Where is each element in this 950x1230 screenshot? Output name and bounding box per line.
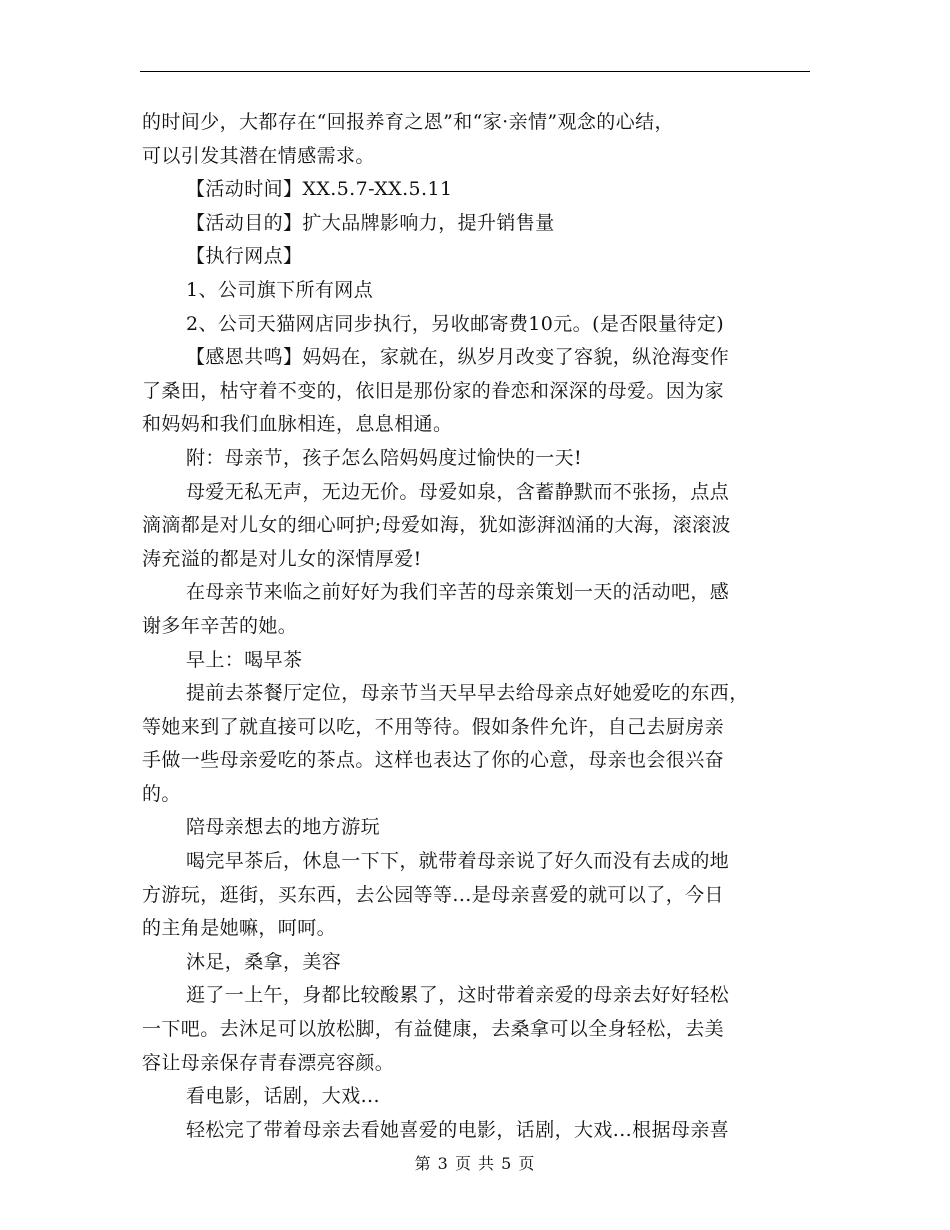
- text-line: 逛了一上午，身都比较酸累了，这时带着亲爱的母亲去好好轻松: [186, 984, 730, 1007]
- text-line: 附：母亲节，孩子怎么陪妈妈度过愉快的一天!: [186, 446, 583, 469]
- text-line: 轻松完了带着母亲去看她喜爱的电影，话剧，大戏...根据母亲喜: [186, 1118, 730, 1141]
- text-line: 和妈妈和我们血脉相连，息息相通。: [142, 413, 453, 436]
- text-line: 【活动目的】扩大品牌影响力，提升销售量: [186, 211, 555, 234]
- text-line: 的时间少，大都存在“回报养育之恩”和“家·亲情”观念的心结，: [142, 111, 674, 133]
- text-line: 了桑田，枯守着不变的，依旧是那份家的眷恋和深深的母爱。因为家: [142, 379, 725, 402]
- header-rule: [140, 71, 810, 72]
- text-line: 2、公司天猫网店同步执行，另收邮寄费10元。(是否限量待定): [186, 312, 725, 335]
- text-line: 手做一些母亲爱吃的茶点。这样也表达了你的心意，母亲也会很兴奋: [142, 749, 725, 772]
- text-line: 涛充溢的都是对儿女的深情厚爱!: [142, 547, 422, 570]
- document-body: [142, 106, 810, 1147]
- text-line: 母爱无私无声，无边无价。母爱如泉，含蓄静默而不张扬，点点: [186, 480, 730, 503]
- text-line: 沐足，桑拿，美容: [186, 950, 342, 973]
- text-line: 的主角是她嘛，呵呵。: [142, 917, 337, 940]
- text-line: 提前去茶餐厅定位，母亲节当天早早去给母亲点好她爱吃的东西，: [186, 682, 749, 705]
- text-line: 一下吧。去沐足可以放松脚，有益健康，去桑拿可以全身轻松，去美: [142, 1018, 725, 1041]
- text-line: 谢多年辛苦的她。: [142, 614, 298, 637]
- text-line: 【活动时间】XX.5.7-XX.5.11: [186, 178, 453, 201]
- text-line: 喝完早茶后，休息一下下，就带着母亲说了好久而没有去成的地: [186, 850, 730, 873]
- text-line: 等她来到了就直接可以吃，不用等待。假如条件允许，自己去厨房亲: [142, 715, 725, 738]
- text-line: 在母亲节来临之前好好为我们辛苦的母亲策划一天的活动吧，感: [186, 581, 730, 604]
- text-line: 【感恩共鸣】妈妈在，家就在，纵岁月改变了容貌，纵沧海变作: [186, 346, 730, 369]
- text-line: 陪母亲想去的地方游玩: [186, 816, 381, 839]
- text-line: 容让母亲保存青春漂亮容颜。: [142, 1051, 395, 1074]
- text-line: 滴滴都是对儿女的细心呵护;母爱如海，犹如澎湃汹涌的大海，滚滚波: [142, 514, 731, 537]
- text-line: 【执行网点】: [186, 245, 303, 268]
- text-line: 早上：喝早茶: [186, 648, 303, 671]
- text-line: 看电影，话剧，大戏...: [186, 1085, 380, 1108]
- page-number-footer: 第 3 页 共 5 页: [414, 1154, 536, 1173]
- text-line: 方游玩，逛街，买东西，去公园等等...是母亲喜爱的就可以了，今日: [142, 883, 724, 906]
- text-line: 的。: [142, 782, 181, 805]
- text-line: 可以引发其潜在情感需求。: [142, 144, 375, 167]
- text-line: 1、公司旗下所有网点: [186, 278, 374, 301]
